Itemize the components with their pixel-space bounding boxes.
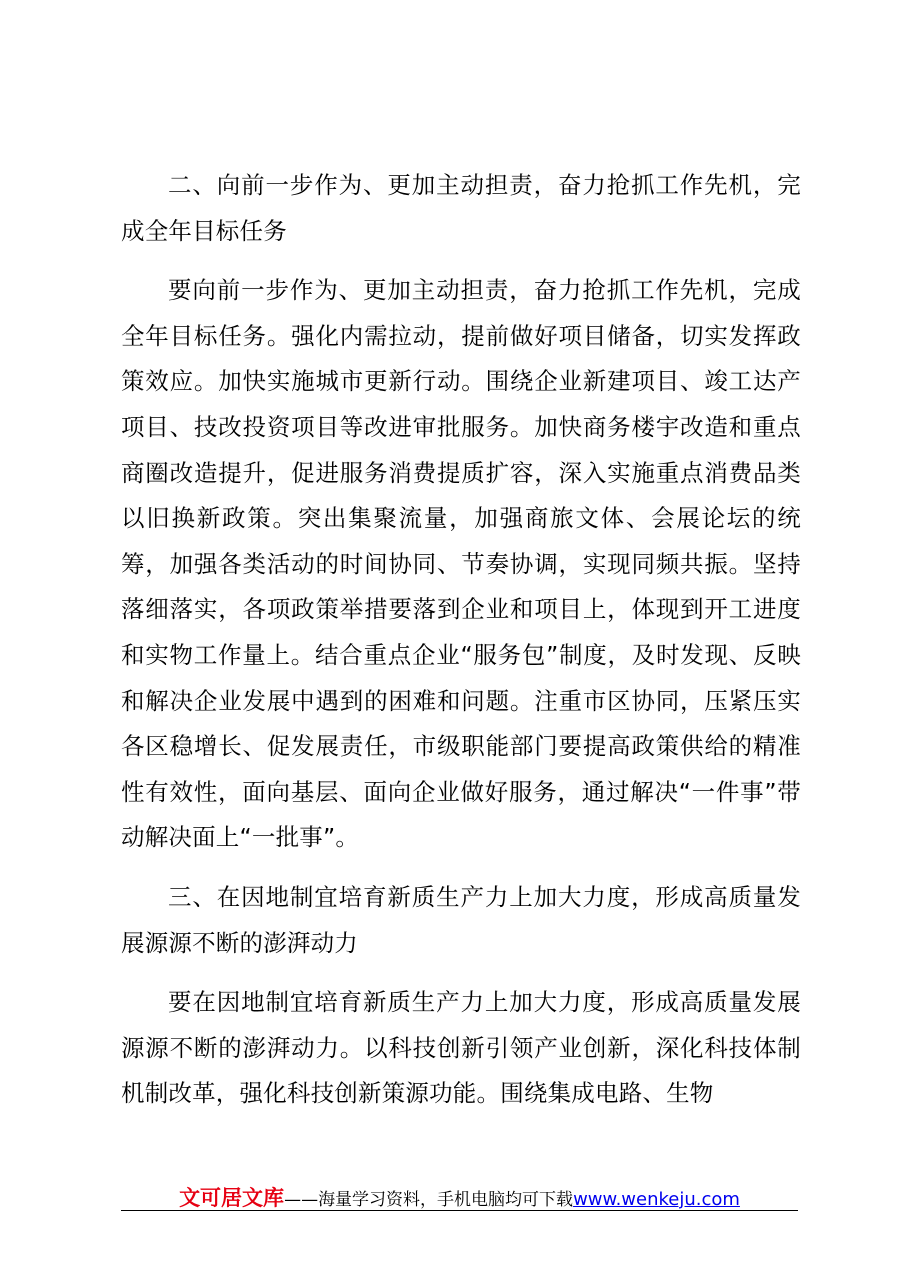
footer-divider	[121, 1210, 798, 1211]
body-paragraph-3: 要在因地制宜培育新质生产力上加大力度，形成高质量发展源源不断的澎湃动力。以科技创新引领产业创新，深化科技体制机制改革，强化科技创新策源功能。围绕集成电路、生物	[121, 988, 801, 1108]
section-heading-3: 三、在因地制宜培育新质生产力上加大力度，形成高质量发展源源不断的澎湃动力	[121, 882, 801, 957]
page-footer	[121, 1182, 798, 1212]
document-body	[121, 163, 801, 1117]
footer-tagline: ——海量学习资料，手机电脑均可下载	[284, 1190, 574, 1210]
body-paragraph-2: 要向前一步作为、更加主动担责，奋力抢抓工作先机，完成全年目标任务。强化内需拉动，提前做好项目储备，切实发挥政策效应。加快实施城市更新行动。围绕企业新建项目、竣工达产项目、技改投资项目等改进审批服务。加快商务楼宇改造和重点商圈改造提升，促进服务消费提质扩容，深入实施重点消费品类以旧换新政策。突出集聚流量，加强商旅文体、会展论坛的统筹，加强各类活动的时间协同、节奏协调，实现同频共振。坚持落细落实，各项政策举措要落到企业和项目上，体现到开工进度和实物工作量上。结合重点企业“服务包”制度，及时发现、反映和解决企业发展中遇到的困难和问题。注重市区协同，压紧压实各区稳增长、促发展责任，市级职能部门要提高政策供给的精准性有效性，面向基层、面向企业做好服务，通过解决“一件事”带动解决面上“一批事”。	[121, 276, 801, 852]
section-heading-2: 二、向前一步作为、更加主动担责，奋力抢抓工作先机，完成全年目标任务	[121, 171, 801, 245]
footer-link[interactable]: www.wenkeju.com	[573, 1189, 740, 1210]
footer-brand: 文可居文库	[179, 1186, 285, 1210]
